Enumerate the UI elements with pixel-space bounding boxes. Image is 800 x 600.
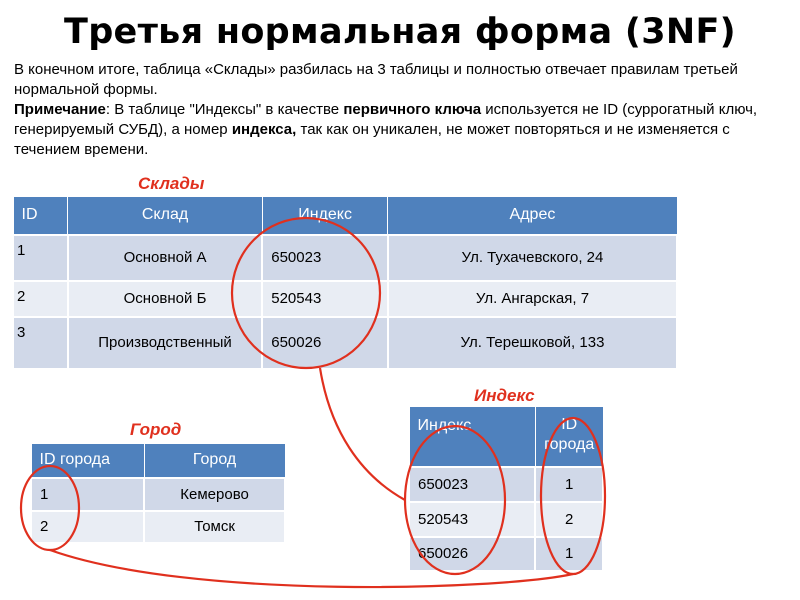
table-row: [409, 537, 603, 571]
warehouse-index: 650023: [262, 235, 388, 281]
slide-title: Третья нормальная форма (3NF): [64, 12, 736, 52]
note-bold-primary-key: первичного ключа: [343, 101, 482, 118]
table-row: [13, 281, 677, 317]
warehouse-index: 520543: [262, 281, 388, 317]
note-text-2: используется не ID (суррогатный ключ, генерируемый СУБД), а номер: [14, 101, 758, 138]
warehouse-id: 1: [13, 235, 68, 281]
index-value: 650026: [409, 537, 535, 571]
table-row: [31, 478, 285, 511]
warehouse-name: Производственный: [68, 317, 262, 369]
table-row: [13, 235, 677, 281]
warehouse-id: 2: [13, 281, 68, 317]
description-line: В конечном итоге, таблица «Склады» разбилась на 3 таблицы и полностью отвечает правилам третьей нормальной формы.: [14, 61, 738, 98]
city-label: Город: [130, 420, 182, 439]
index-header-index: Индекс: [409, 407, 535, 467]
warehouse-address: Ул. Терешковой, 133: [388, 317, 677, 369]
city-header-name: Город: [144, 444, 285, 478]
warehouses-header-index: Индекс: [262, 197, 388, 235]
index-value: 520543: [409, 502, 535, 537]
warehouses-header-warehouse: Склад: [68, 197, 262, 235]
index-city-id: 1: [535, 537, 603, 571]
index-label: Индекс: [474, 386, 535, 405]
note-bold-index: индекса,: [231, 121, 297, 138]
note-text-3: так как он уникален, не может повторяться и не изменяется с течением времени.: [14, 121, 730, 158]
index-city-id: 1: [535, 467, 603, 502]
city-name: Кемерово: [144, 478, 285, 511]
city-name: Томск: [144, 511, 285, 543]
warehouses-label: Склады: [138, 174, 205, 193]
table-row: [31, 511, 285, 543]
index-value: 650023: [409, 467, 535, 502]
note-paragraph: [14, 100, 794, 160]
warehouse-id: 3: [13, 317, 68, 369]
warehouse-address: Ул. Ангарская, 7: [388, 281, 677, 317]
city-id: 2: [31, 511, 144, 543]
city-header-id: ID города: [31, 444, 144, 478]
index-header-city-id: ID города: [535, 407, 603, 467]
city-id: 1: [31, 478, 144, 511]
index-header-row: [409, 407, 603, 467]
note-label: Примечание: [14, 101, 106, 118]
warehouses-header-address: Адрес: [388, 197, 677, 235]
warehouse-name: Основной А: [68, 235, 262, 281]
warehouses-header-row: [13, 197, 677, 235]
table-row: [409, 502, 603, 537]
warehouses-header-id: ID: [13, 197, 68, 235]
warehouse-address: Ул. Тухачевского, 24: [388, 235, 677, 281]
table-row: [409, 467, 603, 502]
warehouses-table: [12, 196, 678, 370]
index-table: [408, 406, 604, 572]
link-warehouses-to-index: [320, 368, 405, 500]
table-row: [13, 317, 677, 369]
warehouse-name: Основной Б: [68, 281, 262, 317]
city-header-row: [31, 444, 285, 478]
index-city-id: 2: [535, 502, 603, 537]
warehouse-index: 650026: [262, 317, 388, 369]
city-table: [30, 443, 286, 544]
note-text-1: : В таблице "Индексы" в качестве: [105, 101, 344, 118]
description: [14, 60, 794, 160]
